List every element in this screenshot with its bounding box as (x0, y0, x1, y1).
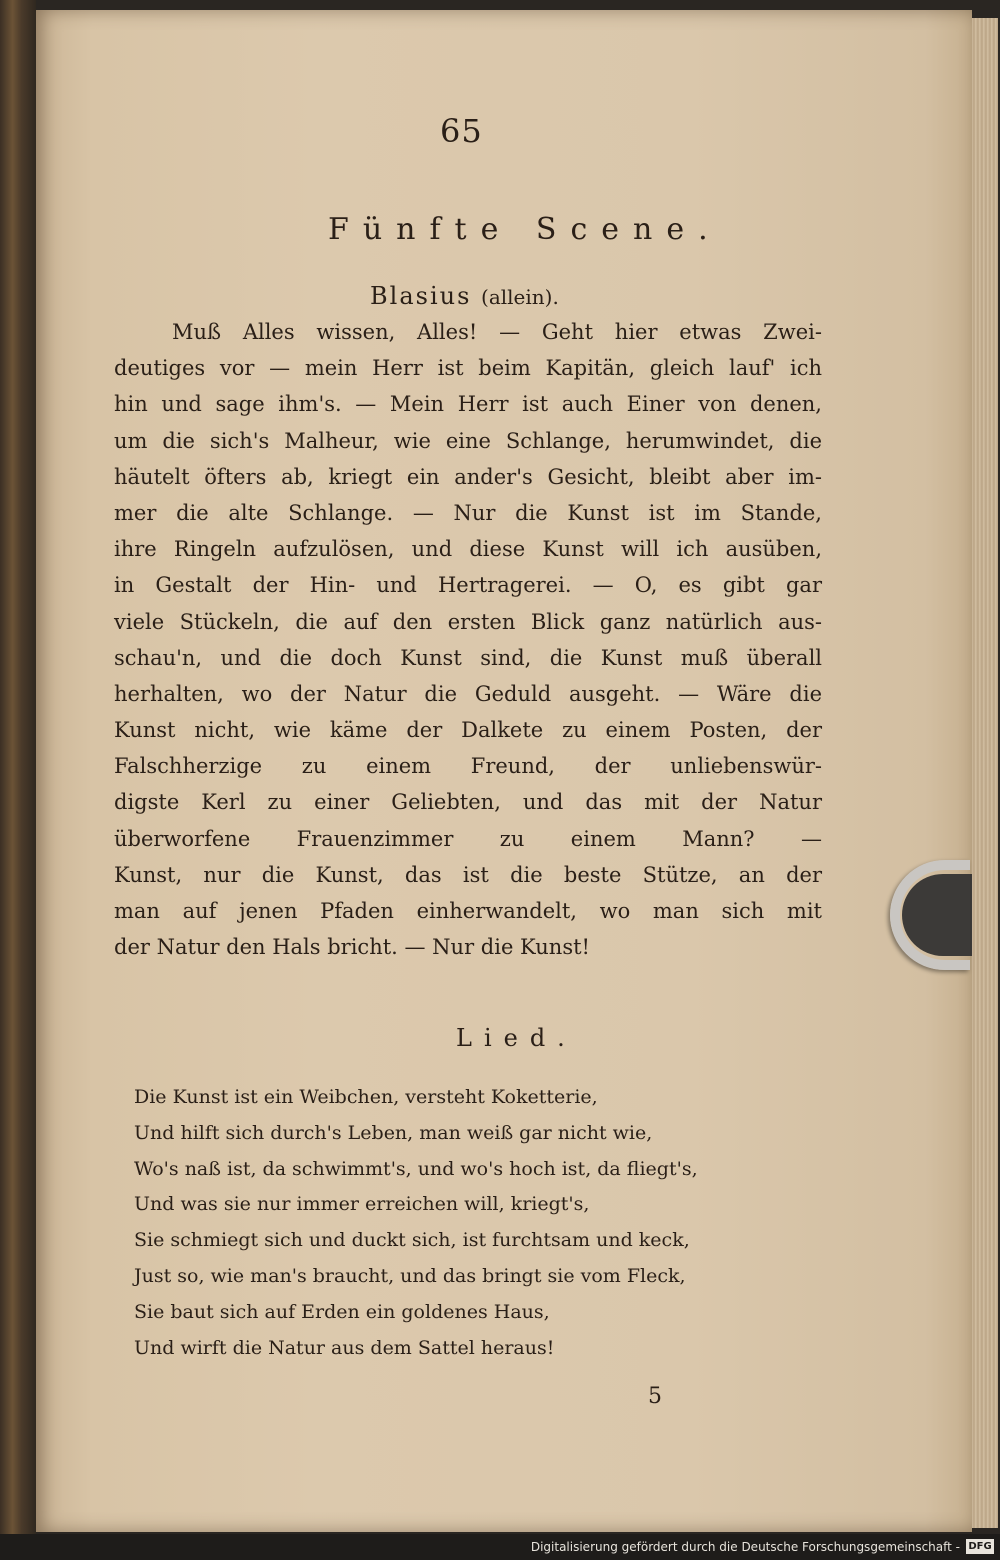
speaker-name: Blasius (370, 282, 472, 310)
prose-line: häutelt öfters ab, kriegt ein ander's Gesicht, bleibt aber im- (114, 464, 822, 489)
speaker-heading (370, 282, 559, 310)
page-edges (972, 18, 998, 1528)
signature-mark: 5 (648, 1384, 662, 1409)
book-spine (0, 0, 36, 1560)
song-verse: Und was sie nur immer erreichen will, kriegt's, (134, 1193, 590, 1216)
prose-line: herhalten, wo der Natur die Geduld ausgeht. — Wäre die (114, 681, 822, 706)
song-verse: Und wirft die Natur aus dem Sattel heraus! (134, 1336, 555, 1359)
prose-line: Falschherzige zu einem Freund, der unliebenswür- (114, 754, 822, 779)
prose-line: mer die alte Schlange. — Nur die Kunst ist im Stande, (114, 500, 822, 525)
prose-line: viele Stückeln, die auf den ersten Blick ganz natürlich aus- (114, 609, 822, 634)
song-verse: Wo's naß ist, da schwimmt's, und wo's hoch ist, da fliegt's, (134, 1157, 698, 1180)
song-verses (134, 1080, 824, 1366)
song-verse: Sie baut sich auf Erden ein goldenes Haus, (134, 1300, 550, 1323)
prose-line: Kunst, nur die Kunst, das ist die beste Stütze, an der (114, 862, 822, 887)
prose-line: Kunst nicht, wie käme der Dalkete zu einem Posten, der (114, 718, 822, 743)
prose-line: schau'n, und die doch Kunst sind, die Kunst muß überall (114, 645, 822, 670)
prose-line: Muß Alles wissen, Alles! — Geht hier etwas Zwei- (172, 320, 822, 344)
song-verse: Und hilft sich durch's Leben, man weiß gar nicht wie, (134, 1121, 653, 1144)
song-verse: Just so, wie man's braucht, und das bringt sie vom Fleck, (134, 1264, 686, 1287)
song-title: Lied. (456, 1024, 577, 1052)
song-verse: Sie schmiegt sich und duckt sich, ist furchtsam und keck, (134, 1229, 690, 1252)
monologue-text (114, 314, 822, 965)
prose-line: in Gestalt der Hin- und Hertragerei. — O, es gibt gar (114, 573, 822, 598)
page-number: 65 (440, 112, 483, 150)
prose-line: überworfene Frauenzimmer zu einem Mann? — (114, 826, 822, 851)
scene-title: Fünfte Scene. (328, 212, 722, 247)
prose-line: hin und sage ihm's. — Mein Herr ist auch Einer von denen, (114, 392, 822, 417)
song-verse: Die Kunst ist ein Weibchen, versteht Koketterie, (134, 1086, 598, 1108)
dfg-logo: DFG (966, 1539, 994, 1554)
stage-direction: (allein). (481, 285, 559, 309)
prose-line: digste Kerl zu einer Geliebten, und das mit der Natur (114, 790, 822, 815)
prose-line: deutiges vor — mein Herr ist beim Kapitän, gleich lauf' ich (114, 356, 822, 381)
prose-line: ihre Ringeln aufzulösen, und diese Kunst will ich ausüben, (114, 537, 822, 562)
prose-line: man auf jenen Pfaden einherwandelt, wo man sich mit (114, 899, 822, 923)
prose-line: der Natur den Hals bricht. — Nur die Kunst! (114, 935, 590, 960)
footer-credit: Digitalisierung gefördert durch die Deutsche Forschungsgemeinschaft - (530, 1540, 960, 1554)
digitization-footer (0, 1534, 1000, 1560)
prose-line: um die sich's Malheur, wie eine Schlange, herumwindet, die (114, 428, 822, 453)
